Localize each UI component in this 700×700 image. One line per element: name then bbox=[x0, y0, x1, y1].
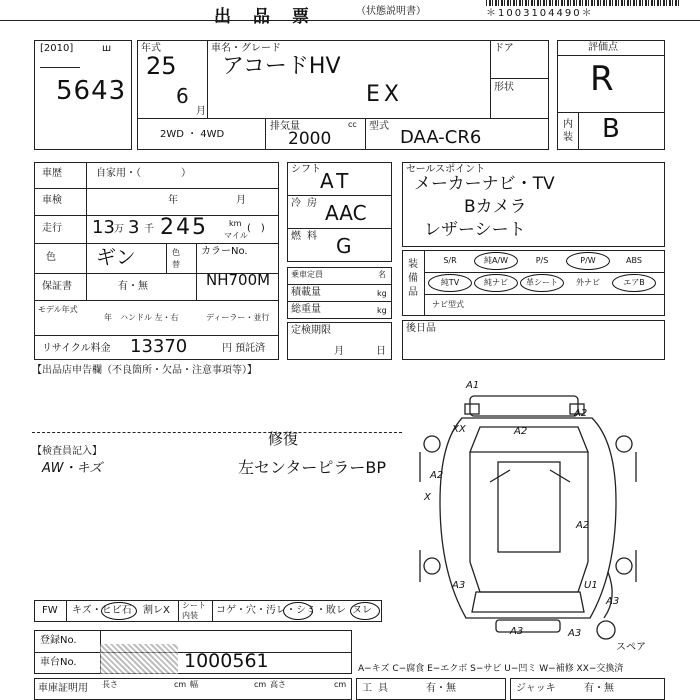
door-label: ドア bbox=[494, 43, 514, 54]
cert-cm1: cm bbox=[174, 680, 187, 689]
jack-label: ジャッキ bbox=[516, 683, 556, 694]
displacement-unit: cc bbox=[348, 120, 357, 129]
jack-options: 有・無 bbox=[584, 683, 614, 694]
damage-code: A2 bbox=[576, 520, 590, 531]
equipment-item: エアB bbox=[623, 278, 645, 287]
color-change-label: 色替 bbox=[172, 248, 180, 269]
warranty-label: 保証書 bbox=[42, 281, 72, 292]
model-year-year: 年 bbox=[104, 313, 112, 322]
redacted-chassis bbox=[100, 644, 178, 674]
equipment-item: P/W bbox=[580, 256, 596, 265]
period-label: 定検期限 bbox=[291, 325, 331, 336]
evaluation-label: 評価点 bbox=[588, 42, 618, 53]
model-value: DAA-CR6 bbox=[400, 127, 482, 148]
load-label: 積載量 bbox=[291, 287, 321, 298]
year-value: 25 bbox=[146, 52, 177, 80]
tools-label: 工具 bbox=[362, 683, 394, 694]
interior-score: B bbox=[602, 114, 620, 144]
detail-table bbox=[34, 162, 279, 360]
shift-label: シフト bbox=[291, 164, 321, 175]
mileage-man: 13 bbox=[92, 217, 115, 238]
mileage-unit-km: km bbox=[229, 219, 242, 228]
fw-text1b: 割レX bbox=[143, 605, 170, 616]
page-subtitle: （状態説明書） bbox=[356, 6, 426, 17]
history-value: 自家用・（ ） bbox=[96, 168, 191, 179]
sales-point-label: セールスポイント bbox=[406, 164, 486, 175]
month-value: 6 bbox=[176, 84, 189, 108]
inspection-month: 月 bbox=[236, 195, 246, 206]
year-label: 年式 bbox=[141, 43, 161, 54]
equipment-item: ABS bbox=[626, 256, 642, 265]
recycle-suffix: 円 預託済 bbox=[222, 343, 266, 354]
sales-point-line1: メーカーナビ・TV bbox=[414, 174, 555, 194]
damage-code: A2 bbox=[430, 470, 444, 481]
period-day: 日 bbox=[376, 346, 386, 357]
damage-legend: A−キズ C−腐食 E−エクボ S−サビ U−凹ミ W−補修 XX−交換済 bbox=[358, 664, 624, 674]
grade-value: EX bbox=[366, 82, 403, 107]
cert-height: 高さ bbox=[270, 680, 286, 689]
equipment-circle bbox=[612, 274, 656, 292]
inspector-note3: 左センターピラーBP bbox=[238, 458, 386, 477]
warranty-options: 有・無 bbox=[118, 281, 148, 292]
damage-code: XX bbox=[452, 424, 466, 435]
mileage-man-unit: 万 bbox=[114, 224, 124, 235]
damage-code: A2 bbox=[514, 426, 528, 437]
navi-label: ナビ型式 bbox=[432, 300, 464, 309]
cert-cm3: cm bbox=[334, 680, 347, 689]
chassis-label: 車台No. bbox=[40, 657, 77, 668]
inspection-label: 車検 bbox=[42, 195, 62, 206]
passengers-label: 乗車定員 bbox=[291, 270, 323, 279]
inspector-label: 【検査員記入】 bbox=[32, 446, 102, 457]
drive-label: 2WD ・ 4WD bbox=[160, 129, 225, 140]
color-code-label: カラーNo. bbox=[201, 246, 248, 257]
damage-code: A3 bbox=[606, 596, 620, 607]
spare-label: スペア bbox=[616, 642, 646, 653]
fw-text2b: ヌレ bbox=[352, 605, 372, 616]
mileage-unit-mile: マイル bbox=[224, 231, 248, 240]
evaluation-score: R bbox=[590, 59, 614, 99]
ac-label: 冷房 bbox=[291, 198, 323, 209]
fuel-label: 燃料 bbox=[291, 231, 323, 242]
displacement-label: 排気量 bbox=[270, 121, 300, 132]
damage-code: A1 bbox=[466, 380, 480, 391]
post-installed-box bbox=[402, 320, 665, 360]
tools-options: 有・無 bbox=[426, 683, 456, 694]
history-label: 車歴 bbox=[42, 168, 62, 179]
recycle-value: 13370 bbox=[130, 336, 188, 357]
fuel-value: G bbox=[336, 234, 352, 258]
inspection-year: 年 bbox=[168, 195, 178, 206]
seat-label: シート内装 bbox=[182, 601, 206, 620]
year-tag: [2010] bbox=[40, 43, 74, 54]
displacement-value: 2000 bbox=[288, 129, 332, 149]
inspector-note2: 修復 bbox=[268, 430, 299, 448]
sales-point-line3: レザーシート bbox=[424, 220, 526, 240]
equipment-item: 純TV bbox=[440, 278, 460, 287]
model-year-label: モデル年式 bbox=[38, 305, 78, 314]
model-year-dealer: ディーラー・並行 bbox=[206, 313, 270, 322]
mileage-sen: 3 bbox=[128, 217, 140, 238]
period-month: 月 bbox=[334, 346, 344, 357]
color-code-value: NH700M bbox=[206, 271, 271, 289]
equipment-item: 外ナビ bbox=[576, 278, 600, 287]
color-value: ギン bbox=[96, 245, 136, 269]
model-label: 型式 bbox=[369, 121, 389, 132]
cert-width: 幅 bbox=[190, 680, 198, 689]
sales-point-line2: Bカメラ bbox=[464, 197, 527, 217]
damage-code: A3 bbox=[568, 628, 582, 639]
barcode bbox=[486, 0, 681, 6]
registration-label: 登録No. bbox=[40, 635, 77, 646]
barcode-number: ＊1003104490＊ bbox=[486, 8, 594, 19]
equipment-label: 装備品 bbox=[408, 259, 418, 298]
equipment-item: P/S bbox=[535, 256, 549, 265]
inspector-note1: AW・キズ bbox=[42, 461, 103, 476]
mileage-sen-unit: 千 bbox=[144, 224, 154, 235]
recycle-label: リサイクル料金 bbox=[42, 343, 111, 354]
equipment-circle bbox=[566, 252, 610, 270]
interior-label: 内装 bbox=[563, 119, 573, 143]
model-year-handle: ハンドル 左・右 bbox=[120, 313, 179, 322]
damage-code: X bbox=[424, 492, 431, 503]
seller-notes-label: 【出品店申告欄（不良箇所・欠品・注意事項等）】 bbox=[32, 365, 257, 376]
load-unit: kg bbox=[377, 289, 387, 298]
mileage-rest: 245 bbox=[160, 215, 208, 240]
cert-length: 長さ bbox=[102, 680, 118, 689]
year-tag-suffix: ш bbox=[102, 43, 112, 54]
damage-code: A3 bbox=[452, 580, 466, 591]
month-label: 月 bbox=[196, 106, 206, 117]
damage-code: A2 bbox=[574, 408, 588, 419]
fw-text1: キズ・ヒビ石 bbox=[72, 605, 132, 616]
fw-label: FW bbox=[42, 605, 58, 616]
mileage-label: 走行 bbox=[42, 223, 62, 234]
color-label: 色 bbox=[46, 252, 56, 263]
damage-code: U1 bbox=[584, 580, 598, 591]
equipment-item: 革シート bbox=[526, 278, 558, 287]
equipment-circle bbox=[428, 274, 472, 292]
chassis-value: 1000561 bbox=[184, 650, 269, 672]
cert-cm2: cm bbox=[254, 680, 267, 689]
post-installed-label: 後日品 bbox=[406, 323, 436, 334]
name-value: アコードHV bbox=[222, 54, 341, 79]
equipment-circle bbox=[520, 274, 564, 292]
damage-code: A3 bbox=[510, 626, 524, 637]
weight-unit: kg bbox=[377, 306, 387, 315]
name-label: 車名・グレード bbox=[211, 43, 281, 54]
fw-text2: コゲ・穴・汚レ・シミ・敗レ bbox=[216, 605, 346, 616]
shape-label: 形状 bbox=[494, 82, 514, 93]
certificate-label: 車庫証明用 bbox=[38, 683, 88, 694]
equipment-item: S/R bbox=[443, 256, 457, 265]
equipment-item: 純ナビ bbox=[484, 278, 508, 287]
shift-value: AT bbox=[320, 169, 353, 193]
equipment-circle bbox=[474, 252, 518, 270]
passengers-unit: 名 bbox=[378, 270, 386, 279]
ac-value: AAC bbox=[325, 201, 367, 225]
weight-label: 総重量 bbox=[291, 304, 321, 315]
equipment-item: 純A/W bbox=[483, 256, 509, 265]
lot-number: 5643 bbox=[56, 76, 127, 106]
page-title: 出品票 bbox=[214, 7, 331, 27]
equipment-circle bbox=[474, 274, 518, 292]
